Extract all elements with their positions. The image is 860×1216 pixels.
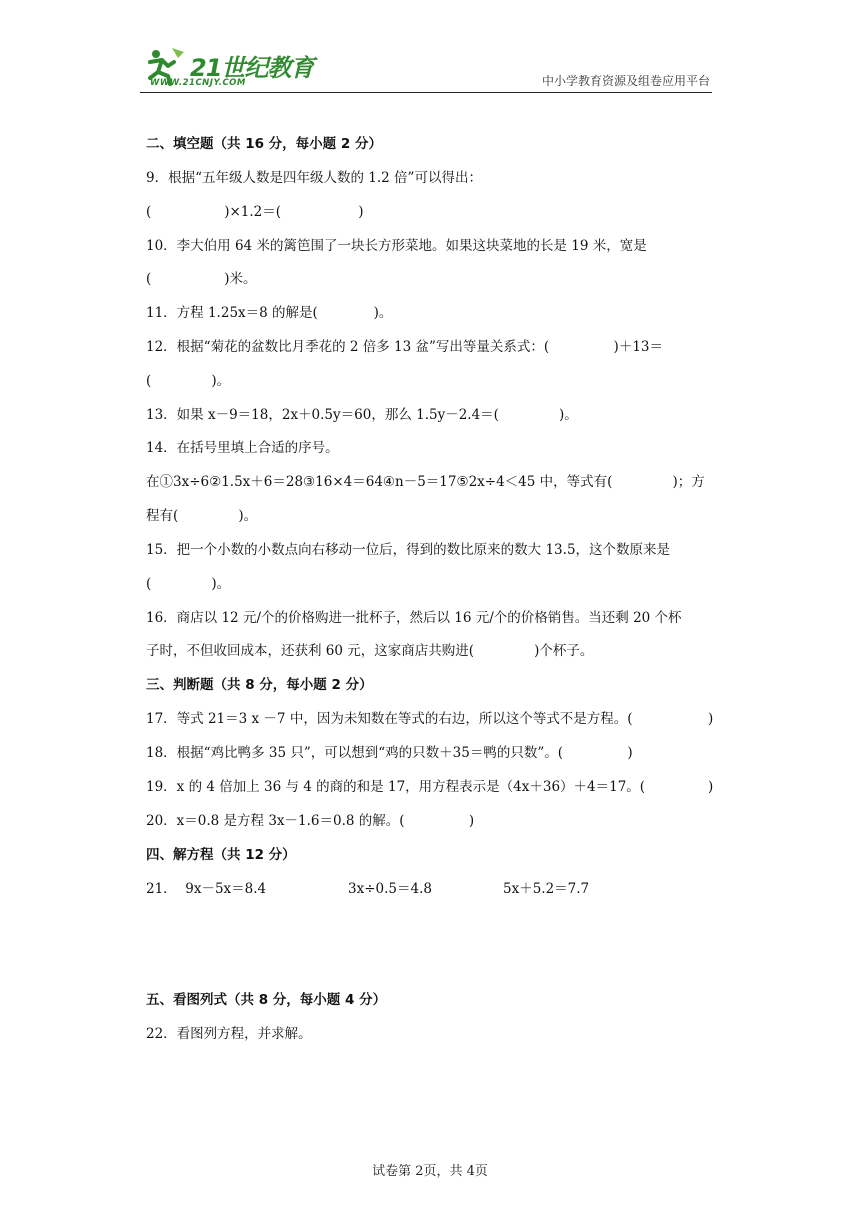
logo: [140, 42, 320, 90]
question-21-eq1: 21． 9x－5x＝8.4: [146, 881, 267, 897]
question-14-blank: 程有( )。: [146, 508, 258, 524]
question-17: 17．等式 21＝3 x －7 中，因为未知数在等式的右边，所以这个等式不是方程。(: [146, 711, 633, 727]
page-footer: 试卷第 2页，共 4页: [372, 1164, 488, 1179]
logo-url: WWW.21CNJY.COM: [150, 78, 246, 88]
section-picture-equation: 五、看图列式（共 8 分，每小题 4 分）: [146, 992, 387, 1008]
question-14-options: 在①3x÷6②1.5x＋6＝28③16×4＝64④n－5＝17⑤2x÷4＜45 中，等式有( )；方: [146, 474, 705, 490]
question-10: 10．李大伯用 64 米的篱笆围了一块长方形菜地。如果这块菜地的长是 19 米，宽是: [146, 238, 647, 254]
question-14: 14．在括号里填上合适的序号。: [146, 440, 339, 456]
question-19-paren: ): [708, 779, 714, 795]
question-15: 15．把一个小数的小数点向右移动一位后，得到的数比原来的数大 13.5，这个数原来是: [146, 542, 671, 558]
question-13: 13．如果 x－9＝18，2x＋0.5y＝60，那么 1.5y－2.4＝( )。: [146, 407, 578, 423]
question-20: 20．x＝0.8 是方程 3x－1.6＝0.8 的解。( ): [146, 813, 475, 829]
section-judgment: 三、判断题（共 8 分，每小题 2 分）: [146, 677, 373, 693]
logo-text: 21世纪教育: [190, 54, 314, 82]
question-15-blank: ( )。: [146, 576, 231, 592]
question-9: 9．根据“五年级人数是四年级人数的 1.2 倍”可以得出：: [146, 170, 482, 186]
platform-name: 中小学教育资源及组卷应用平台: [541, 74, 710, 88]
question-12-blank: ( )。: [146, 373, 231, 389]
question-10-blank: ( )米。: [146, 271, 257, 287]
question-21-eq3: 5x＋5.2＝7.7: [503, 881, 590, 897]
question-9-blank: ( )×1.2＝( ): [146, 204, 364, 220]
page-header: [140, 40, 712, 93]
question-22: 22．看图列方程，并求解。: [146, 1026, 312, 1042]
question-16: 16．商店以 12 元/个的价格购进一批杯子，然后以 16 元/个的价格销售。当还剩 20 个杯: [146, 610, 682, 626]
question-12: 12．根据“菊花的盆数比月季花的 2 倍多 13 盆”写出等量关系式：( )＋13＝: [146, 339, 663, 355]
question-16-cont: 子时，不但收回成本，还获利 60 元，这家商店共购进( )个杯子。: [146, 643, 594, 659]
section-fill-blank: 二、填空题（共 16 分，每小题 2 分）: [146, 136, 382, 152]
question-19: 19．x 的 4 倍加上 36 与 4 的商的和是 17，用方程表示是（4x＋36）＋4＝17。(: [146, 779, 646, 795]
question-17-paren: ): [708, 711, 714, 727]
question-18: 18．根据“鸡比鸭多 35 只”，可以想到“鸡的只数＋35＝鸭的只数”。( ): [146, 745, 633, 761]
section-solve-equations: 四、解方程（共 12 分）: [146, 847, 296, 863]
question-21-eq2: 3x÷0.5＝4.8: [348, 881, 432, 897]
question-11: 11．方程 1.25x＝8 的解是( )。: [146, 305, 393, 321]
